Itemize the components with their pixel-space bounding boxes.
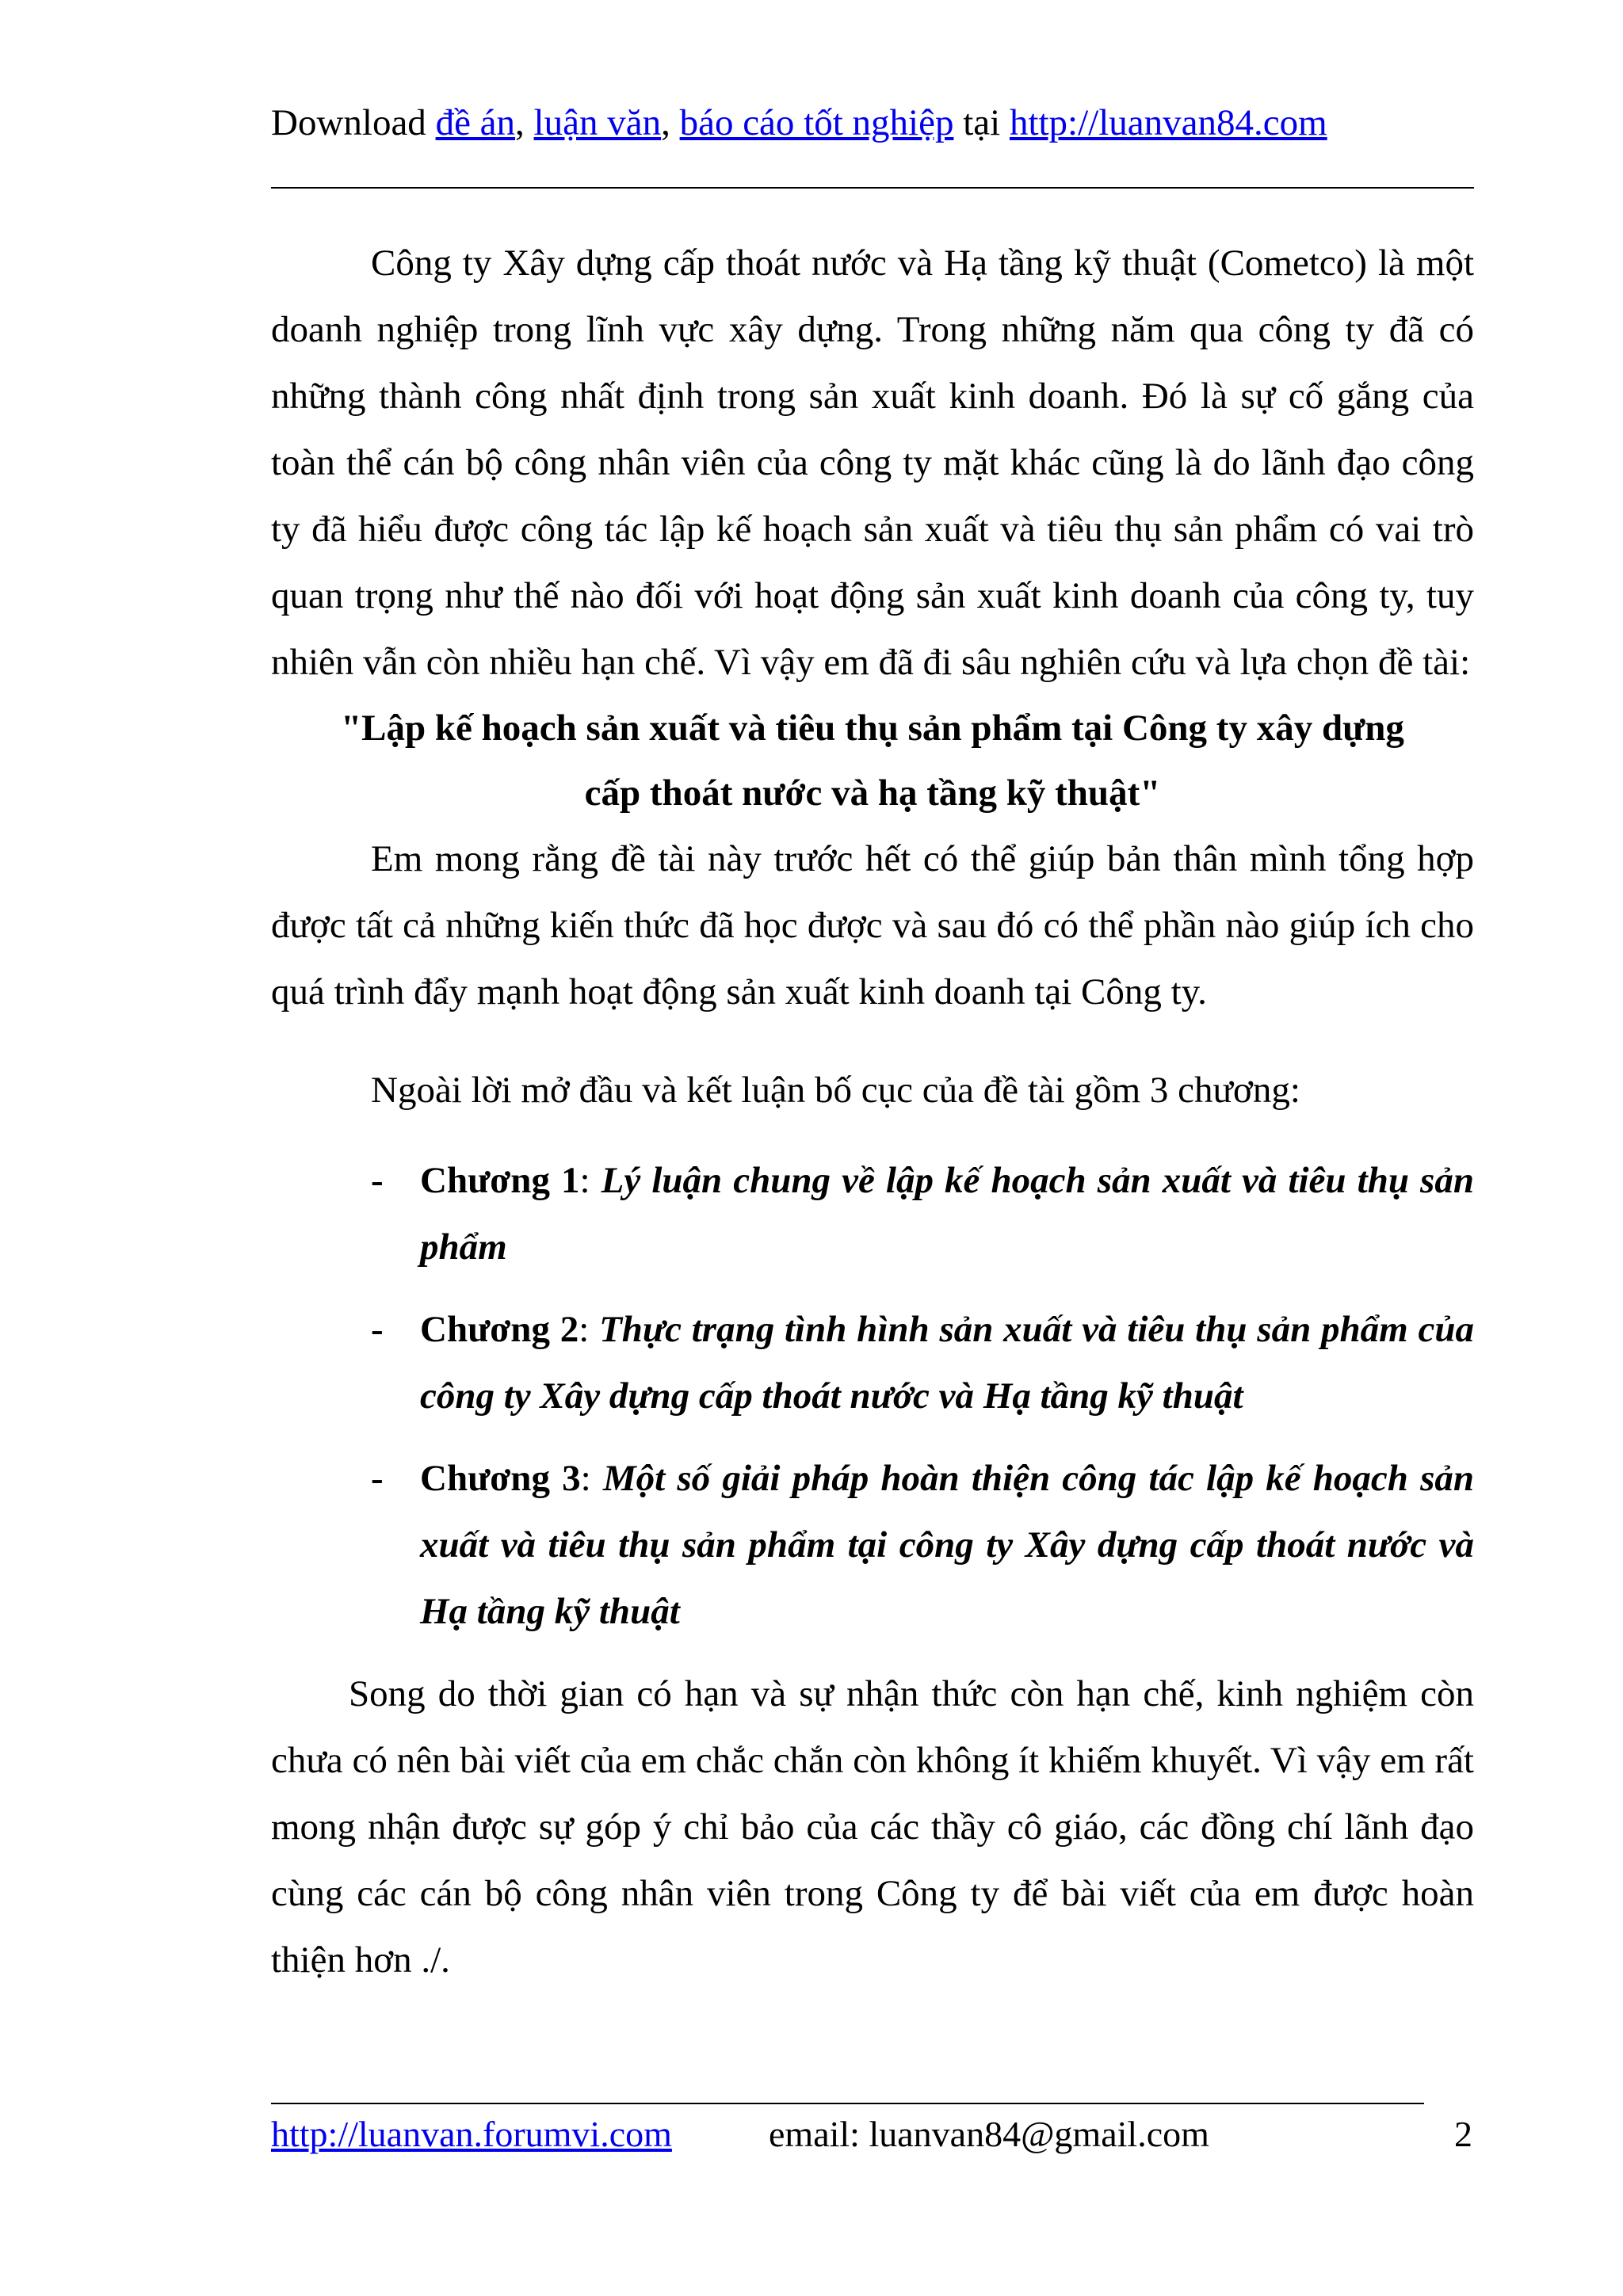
page-footer (271, 2111, 1476, 2158)
footer-divider (271, 2103, 1424, 2104)
chapter-title: Thực trạng tình hình sản xuất và tiêu thụ sản phẩm của công ty Xây dựng cấp thoát nước và Hạ tầng kỹ thuật (420, 1309, 1474, 1417)
header-separator: , (515, 102, 534, 143)
header-link-de-an[interactable]: đề án (435, 102, 516, 143)
bullet-dash: - (371, 1458, 384, 1499)
chapter-label: Chương 3 (420, 1458, 581, 1499)
page-header (271, 99, 1476, 147)
thesis-title-line-2: cấp thoát nước và hạ tầng kỹ thuật" (584, 772, 1161, 814)
header-mid-text: tại (953, 102, 1010, 143)
document-body (271, 230, 1474, 1993)
header-separator: , (661, 102, 680, 143)
page-number: 2 (1454, 2114, 1472, 2154)
closing-paragraph: Song do thời gian có hạn và sự nhận thức còn hạn chế, kinh nghiệm còn chưa có nên bài viết của em chắc chắn còn không ít khiếm khuyết. Vì vậy em rất mong nhận được sự góp ý chỉ bảo của các thầy cô giáo, các đồng chí lãnh đạo cùng các cán bộ công nhân viên trong Công ty để bài viết của em được hoàn thiện hơn ./. (271, 1673, 1474, 1981)
bullet-dash: - (371, 1160, 384, 1201)
intro-paragraph: Công ty Xây dựng cấp thoát nước và Hạ tầng kỹ thuật (Cometco) là một doanh nghiệp trong lĩnh vực xây dựng. Trong những năm qua công ty đã có những thành công nhất định trong sản xuất kinh doanh. Đó là sự cố gắng của toàn thể cán bộ công nhân viên của công ty mặt khác cũng là do lãnh đạo công ty đã hiểu được công tác lập kế hoạch sản xuất và tiêu thụ sản phẩm có vai trò quan trọng như thế nào đối với hoạt động sản xuất kinh doanh của công ty, tuy nhiên vẫn còn nhiều hạn chế. Vì vậy em đã đi sâu nghiên cứu và lựa chọn đề tài: (271, 242, 1474, 683)
footer-email: email: luanvan84@gmail.com (769, 2114, 1209, 2154)
chapter-label: Chương 2 (420, 1309, 579, 1350)
chapter-title: Một số giải pháp hoàn thiện công tác lập kế hoạch sản xuất và tiêu thụ sản phẩm tại công ty Xây dựng cấp thoát nước và Hạ tầng kỹ thuật (420, 1458, 1475, 1632)
header-link-luan-van[interactable]: luận văn (533, 102, 662, 143)
chapter-list (271, 1147, 1474, 1645)
chapter-colon: : (579, 1309, 600, 1350)
chapter-colon: : (579, 1160, 601, 1201)
header-link-site[interactable]: http://luanvan84.com (1009, 102, 1327, 143)
chapter-colon: : (580, 1458, 603, 1499)
chapter-title: Lý luận chung về lập kế hoạch sản xuất và tiêu thụ sản phẩm (420, 1160, 1474, 1268)
hope-paragraph: Em mong rằng đề tài này trước hết có thể giúp bản thân mình tổng hợp được tất cả những kiến thức đã học được và sau đó có thể phần nào giúp ích cho quá trình đẩy mạnh hoạt động sản xuất kinh doanh tại Công ty. (271, 838, 1474, 1013)
chapter-label: Chương 1 (420, 1160, 580, 1201)
footer-site-link[interactable]: http://luanvan.forumvi.com (271, 2114, 672, 2154)
thesis-title-line-1: "Lập kế hoạch sản xuất và tiêu thụ sản phẩm tại Công ty xây dựng (341, 707, 1404, 749)
outline-paragraph: Ngoài lời mở đầu và kết luận bố cục của đề tài gồm 3 chương: (371, 1070, 1300, 1111)
chapter-item (271, 1296, 1474, 1429)
header-divider (271, 187, 1474, 189)
header-prefix: Download (271, 102, 436, 143)
thesis-title (271, 696, 1474, 826)
header-link-bao-cao[interactable]: báo cáo tốt nghiệp (679, 102, 954, 143)
chapter-item (271, 1445, 1474, 1645)
bullet-dash: - (371, 1309, 384, 1350)
chapter-item (271, 1147, 1474, 1280)
